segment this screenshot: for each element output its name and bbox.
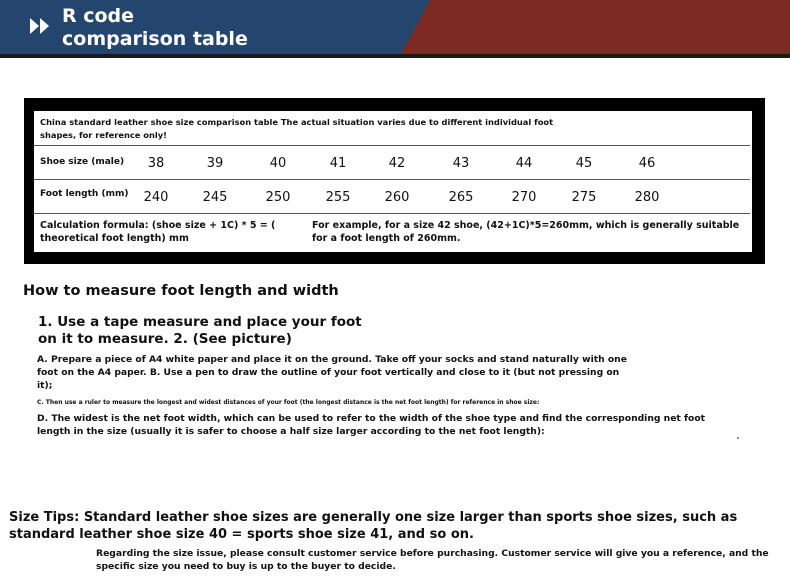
table-divider: [34, 179, 750, 180]
banner-divider: [0, 54, 790, 58]
table-divider: [34, 145, 750, 146]
formula-example: For example, for a size 42 shoe, (42+1C)*5=260mm, which is generally suitable for a foot length of 260mm.: [312, 220, 740, 244]
step-c: C. Then use a ruler to measure the longest and widest distances of your foot (the longest distance is the net foot length) for reference in shoe size:: [37, 399, 540, 406]
shoe-size-cell: 41: [329, 156, 347, 171]
title-line-2: comparison table: [62, 28, 248, 50]
size-tips: Size Tips: Standard leather shoe sizes are generally one size larger than sports shoe sizes, such as standard leather shoe size 40 = sports shoe size 41, and so on.: [9, 510, 738, 542]
measure-heading: How to measure foot length and width: [23, 283, 339, 299]
formula-text: Calculation formula: (shoe size + 1C) * 5 = ( theoretical foot length) mm: [40, 220, 276, 244]
foot-length-cell: 280: [634, 190, 660, 205]
foot-length-cell: 255: [325, 190, 351, 205]
page-title: [62, 5, 248, 51]
shoe-size-cell: 38: [147, 156, 165, 171]
table-note: China standard leather shoe size comparison table The actual situation varies due to different individual foot shapes, for reference only!: [40, 117, 554, 140]
title-line-1: R code: [62, 5, 135, 27]
header-banner: [0, 0, 790, 58]
shoe-size-cell: 42: [388, 156, 406, 171]
foot-length-cell: 270: [511, 190, 537, 205]
step-d: D. The widest is the net foot width, which can be used to refer to the width of the shoe type and find the corresponding net foot length in the size (usually it is safer to choose a half size larger according to the net foot length):: [37, 413, 706, 437]
shoe-size-cell: 46: [638, 156, 656, 171]
shoe-size-label: Shoe size (male): [40, 157, 125, 167]
shoe-size-cell: 39: [206, 156, 224, 171]
foot-length-cell: 240: [143, 190, 169, 205]
foot-length-cell: 265: [448, 190, 474, 205]
table-divider: [34, 213, 750, 214]
size-tips-note: Regarding the size issue, please consult customer service before purchasing. Customer service will give you a reference, and the specific size you need to buy is up to the buyer to decide.: [96, 548, 769, 572]
foot-length-label: Foot length (mm): [40, 189, 129, 199]
foot-length-cell: 250: [265, 190, 291, 205]
foot-length-cell: 260: [384, 190, 410, 205]
shoe-size-cell: 40: [269, 156, 287, 171]
double-chevron-right-icon: [28, 14, 52, 38]
step-a-b: A. Prepare a piece of A4 white paper and place it on the ground. Take off your socks and stand naturally with one foot on the A4 paper. B. Use a pen to draw the outline of your foot vertically and close to it (but not pressing on it);: [37, 354, 627, 391]
foot-length-cell: 275: [571, 190, 597, 205]
shoe-size-cell: 45: [575, 156, 593, 171]
shoe-size-cell: 44: [515, 156, 533, 171]
foot-length-cell: 245: [202, 190, 228, 205]
measure-step-1: 1. Use a tape measure and place your foot on it to measure. 2. (See picture): [38, 314, 362, 347]
speck: [737, 437, 739, 439]
shoe-size-cell: 43: [452, 156, 470, 171]
banner-red-panel: [399, 0, 790, 58]
